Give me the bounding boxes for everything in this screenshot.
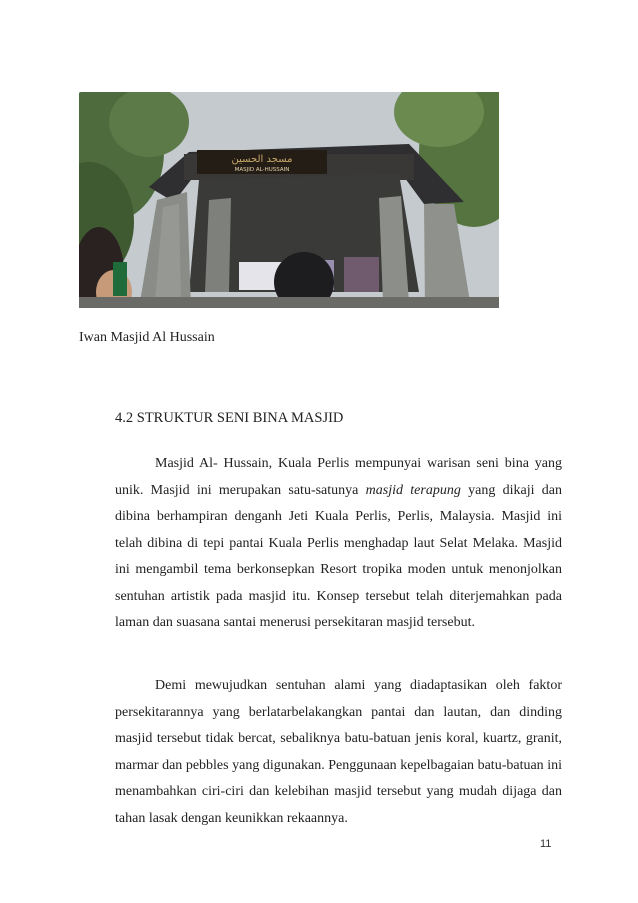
mosque-entrance-photo (79, 92, 499, 308)
paragraph-1 (115, 451, 562, 637)
paragraph-2 (115, 673, 562, 832)
sign-arabic: مسجد الحسين (231, 154, 293, 165)
sign-latin: MASJID AL-HUSSAIN (234, 167, 290, 173)
figure-caption: Iwan Masjid Al Hussain (79, 330, 215, 345)
paragraph-1-text-a: Masjid Al- Hussain, Kuala Perlis mempunyai warisan seni bina yang unik. Masjid ini merupakan satu-satunya (115, 456, 562, 498)
section-heading: 4.2 STRUKTUR SENI BINA MASJID (115, 410, 344, 426)
paragraph-1-italic: masjid terapung (365, 482, 461, 498)
page-number: 11 (540, 838, 552, 850)
paragraph-2-text: Demi mewujudkan sentuhan alami yang diadaptasikan oleh faktor persekitarannya yang berlatarbelakangkan pantai dan lautan, dan dinding masjid tersebut tidak bercat, sebaliknya batu-batuan jenis koral, kuartz, granit, marmar dan pebbles yang digunakan. Penggunaan kepelbagaian batu-batuan ini menambahkan ciri-ciri dan kelebihan masjid tersebut yang mudah dijaga dan tahan lasak dengan keunikkan rekaannya. (115, 678, 562, 826)
paragraph-1-text-b: yang dikaji dan dibina berhampiran denganh Jeti Kuala Perlis, Perlis, Malaysia. Masjid ini telah dibina di tepi pantai Kuala Perlis menghadap laut Selat Melaka. Masjid ini mengambil tema berkonsepkan Resort tropika moden untuk menonjolkan sentuhan artistik pada masjid itu. Konsep tersebut telah diterjemahkan pada laman dan suasana santai menerusi persekitaran masjid tersebut. (115, 482, 563, 630)
